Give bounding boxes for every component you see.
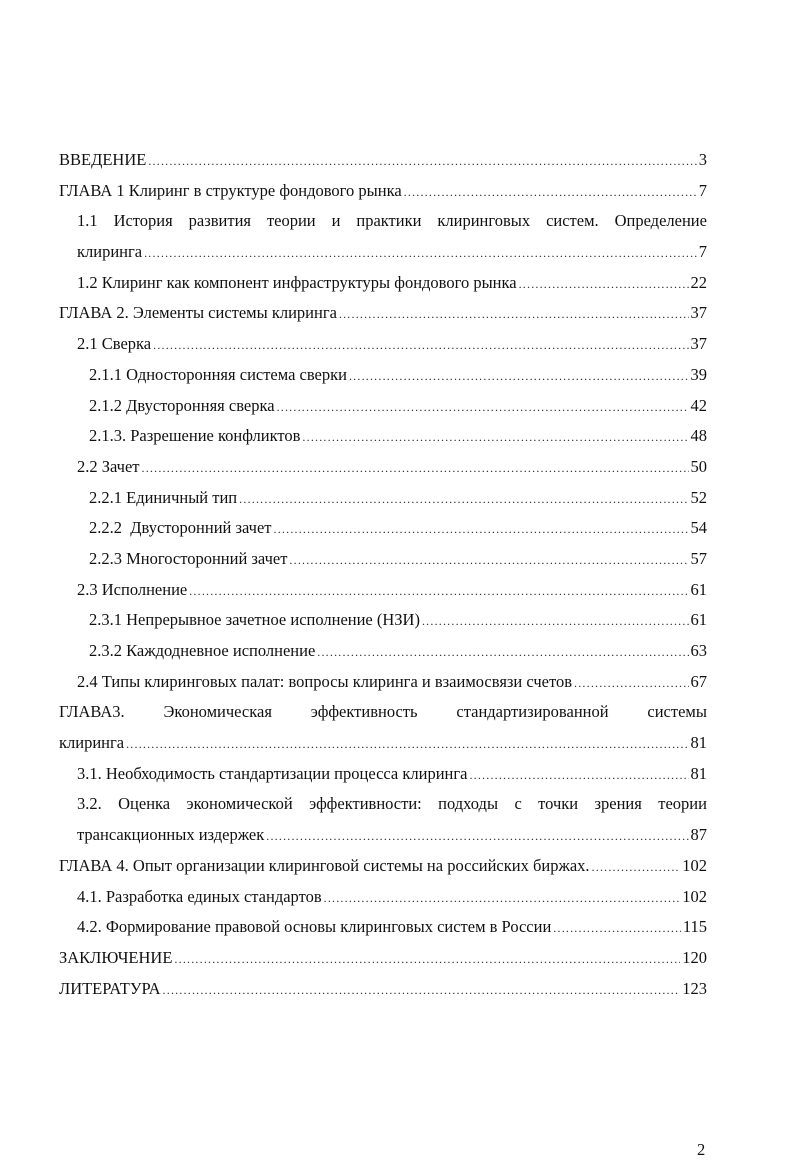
- toc-entry-page: 48: [690, 426, 707, 446]
- toc-word: подходы: [438, 794, 499, 814]
- toc-entry-page: 67: [690, 671, 707, 691]
- toc-entry-wrapped: [59, 697, 707, 728]
- leader-dots: [553, 913, 681, 944]
- toc-entry: [59, 974, 707, 1005]
- toc-entry-title: 2.3.1 Непрерывное зачетное исполнение (НЗИ): [89, 610, 420, 630]
- toc-entry-title: 2.2.2 Двусторонний зачет: [89, 518, 272, 538]
- leader-dots: [274, 514, 689, 545]
- toc-word: систем.: [546, 211, 599, 231]
- toc-entry-page: 39: [690, 364, 707, 384]
- toc-entry-title: 2.1 Сверка: [77, 334, 152, 354]
- leader-dots: [189, 576, 688, 607]
- leader-dots: [469, 760, 688, 791]
- toc-entry-page: 63: [690, 641, 707, 660]
- toc-entry-title: 2.2.1 Единичный тип: [89, 487, 238, 507]
- toc-entry-title: ЛИТЕРАТУРА: [59, 978, 161, 998]
- toc-word: Определение: [614, 211, 707, 231]
- toc-entry-page: 50: [690, 456, 707, 476]
- leader-dots: [174, 944, 680, 975]
- leader-dots: [153, 330, 688, 361]
- toc-entry-title: ВВЕДЕНИЕ: [59, 150, 147, 169]
- toc-entry-title: 2.3 Исполнение: [77, 579, 188, 599]
- leader-dots: [324, 883, 681, 914]
- toc-word: История: [113, 211, 173, 231]
- toc-entry-page: 3: [698, 150, 707, 169]
- leader-dots: [339, 299, 689, 330]
- toc-entry: [59, 298, 707, 329]
- toc-entry: [59, 268, 707, 299]
- toc-word: Экономическая: [163, 702, 272, 722]
- toc-entry-title: ГЛАВА 1 Клиринг в структуре фондового рынка: [59, 180, 402, 200]
- toc-entry-page: 54: [690, 518, 707, 538]
- toc-entry-page: 115: [682, 917, 707, 937]
- toc-word: 3.2.: [77, 794, 102, 814]
- toc-entry-page: 7: [698, 242, 707, 262]
- toc-entry-title: 2.1.1 Односторонняя система сверки: [89, 364, 347, 384]
- toc-entry-page: 37: [690, 303, 707, 323]
- toc-entry: [59, 452, 707, 483]
- toc-entry: [59, 483, 707, 514]
- toc-entry-title: 2.1.3. Разрешение конфликтов: [89, 426, 301, 446]
- toc-entry: [59, 605, 707, 636]
- toc-entry: [59, 943, 707, 974]
- page-number: 2: [697, 1140, 706, 1159]
- leader-dots: [349, 361, 689, 392]
- toc-word: теории: [658, 794, 707, 814]
- toc-entry-title: 2.3.2 Каждодневное исполнение: [89, 641, 316, 660]
- toc-word: теории: [266, 211, 316, 231]
- toc-entry: [59, 667, 707, 698]
- leader-dots: [277, 392, 689, 423]
- toc-entry-page: 7: [698, 180, 707, 200]
- toc-entry-page: 61: [690, 579, 707, 599]
- toc-entry: [59, 176, 707, 207]
- toc-entry-title: трансакционных издержек: [77, 825, 265, 845]
- toc-entry-page: 57: [690, 548, 707, 568]
- toc-word: ГЛАВА3.: [59, 702, 125, 722]
- leader-dots: [317, 637, 688, 668]
- toc-entry-title: 2.2 Зачет: [77, 456, 140, 476]
- toc-word: с: [514, 794, 522, 814]
- toc-entry-page: 42: [690, 395, 707, 415]
- toc-word: точки: [538, 794, 579, 814]
- toc-entry: [59, 728, 707, 759]
- toc-entry-title: клиринга: [59, 733, 125, 753]
- toc-entry: [59, 237, 707, 268]
- toc-word: экономической: [186, 794, 293, 814]
- toc-word: стандартизированной: [456, 702, 609, 722]
- toc-entry-page: 123: [682, 978, 707, 998]
- table-of-contents: [59, 145, 707, 1004]
- toc-entry-page: 52: [690, 487, 707, 507]
- toc-entry: [59, 851, 707, 882]
- toc-entry: [59, 636, 707, 667]
- toc-word: системы: [647, 702, 707, 722]
- leader-dots: [574, 668, 688, 699]
- toc-word: 1.1: [77, 211, 98, 231]
- toc-entry-wrapped: [59, 789, 707, 820]
- toc-entry-title: 4.1. Разработка единых стандартов: [77, 886, 322, 906]
- leader-dots: [519, 269, 689, 300]
- toc-entry-title: 2.1.2 Двусторонняя сверка: [89, 395, 275, 415]
- toc-entry-title: 3.1. Необходимость стандартизации процесса клиринга: [77, 763, 468, 783]
- toc-entry: [59, 145, 707, 176]
- leader-dots: [163, 975, 681, 1006]
- toc-entry-title: ЗАКЛЮЧЕНИЕ: [59, 947, 173, 967]
- toc-entry: [59, 759, 707, 790]
- toc-entry: [59, 575, 707, 606]
- toc-entry-title: клиринга: [77, 242, 143, 262]
- toc-entry-title: 2.2.3 Многосторонний зачет: [89, 548, 288, 568]
- toc-entry-page: 81: [690, 763, 707, 783]
- toc-entry-page: 102: [682, 855, 707, 875]
- toc-entry-title: ГЛАВА 2. Элементы системы клиринга: [59, 303, 337, 323]
- toc-word: эффективность: [310, 702, 418, 722]
- toc-entry-page: 87: [690, 825, 707, 845]
- leader-dots: [144, 238, 697, 269]
- toc-word: зрения: [594, 794, 642, 814]
- toc-entry-page: 37: [690, 334, 707, 354]
- toc-entry-page: 120: [682, 947, 707, 967]
- toc-entry-title: 2.4 Типы клиринговых палат: вопросы клиринга и взаимосвязи счетов: [77, 671, 573, 691]
- leader-dots: [592, 852, 681, 883]
- toc-word: клиринговых: [437, 211, 531, 231]
- leader-dots: [404, 177, 697, 208]
- toc-entry: [59, 820, 707, 851]
- toc-entry: [59, 513, 707, 544]
- toc-entry: [59, 391, 707, 422]
- leader-dots: [266, 821, 688, 852]
- leader-dots: [126, 729, 688, 760]
- toc-word: Оценка: [118, 794, 171, 814]
- toc-entry-page: 81: [690, 733, 707, 753]
- toc-entry-title: ГЛАВА 4. Опыт организации клиринговой системы на российских биржах.: [59, 855, 590, 875]
- toc-word: и: [331, 211, 341, 231]
- toc-word: эффективности:: [309, 794, 422, 814]
- toc-entry-page: 22: [690, 272, 707, 292]
- toc-word: развития: [188, 211, 251, 231]
- toc-word: практики: [356, 211, 422, 231]
- toc-entry: [59, 329, 707, 360]
- leader-dots: [289, 545, 688, 576]
- toc-entry: [59, 882, 707, 913]
- leader-dots: [148, 146, 696, 177]
- leader-dots: [422, 606, 689, 637]
- leader-dots: [142, 453, 689, 484]
- toc-entry-page: 102: [682, 886, 707, 906]
- toc-entry-page: 61: [690, 610, 707, 630]
- toc-entry: [59, 544, 707, 575]
- toc-entry: [59, 912, 707, 943]
- leader-dots: [302, 422, 688, 453]
- toc-entry-wrapped: [59, 206, 707, 237]
- toc-entry: [59, 421, 707, 452]
- toc-entry: [59, 360, 707, 391]
- toc-entry-title: 4.2. Формирование правовой основы клиринговых систем в России: [77, 917, 552, 937]
- leader-dots: [239, 484, 688, 515]
- toc-entry-title: 1.2 Клиринг как компонент инфраструктуры фондового рынка: [77, 272, 517, 292]
